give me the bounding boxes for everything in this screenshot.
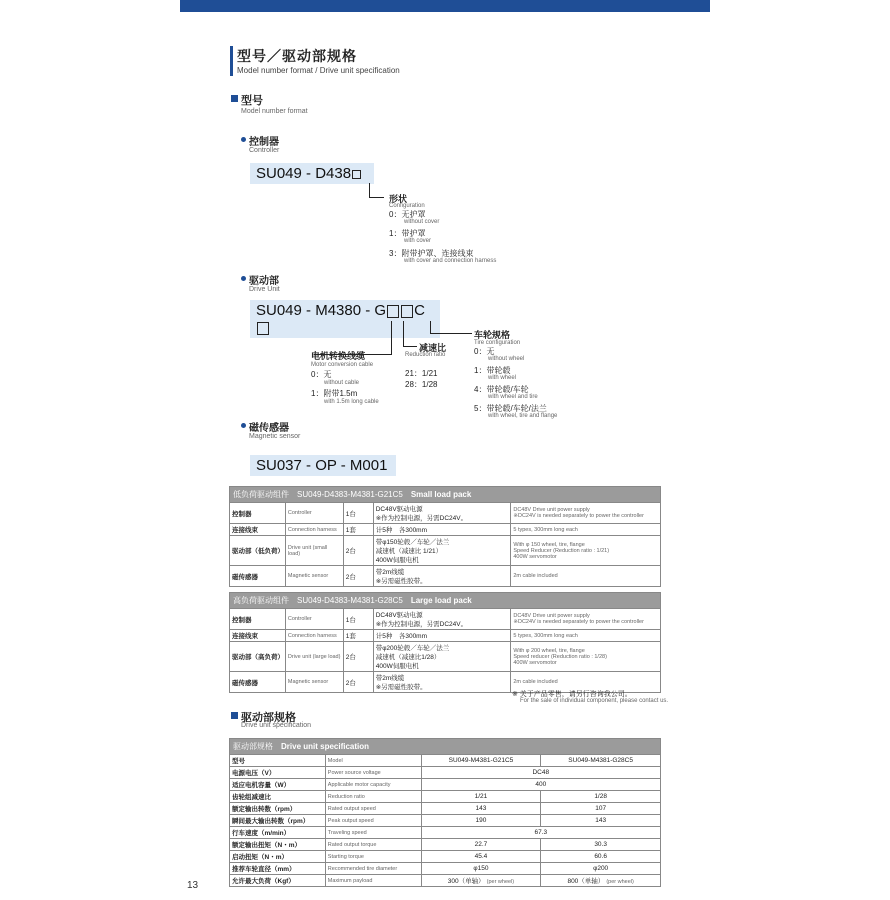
cell-line: With φ 200 wheel, tire, flange bbox=[513, 647, 585, 654]
cell-value-en: (per wheel) bbox=[486, 879, 515, 885]
cell-line: Speed Reducer (Reduction ratio : 1/21) bbox=[513, 547, 610, 554]
cell bbox=[421, 839, 541, 851]
cell: DC48 bbox=[421, 767, 660, 779]
pack-title-en: Small load pack bbox=[410, 490, 472, 499]
table-row bbox=[230, 779, 661, 791]
cell: Controller bbox=[285, 503, 343, 524]
cell-line: 400W伺服电机 bbox=[375, 663, 419, 670]
cell bbox=[373, 566, 511, 587]
drive-spec-table bbox=[229, 738, 661, 887]
section-square-icon bbox=[231, 95, 238, 102]
cell bbox=[541, 839, 661, 851]
cable-option: 0：无 bbox=[311, 370, 332, 379]
cell: Rated output speed bbox=[325, 803, 421, 815]
table-row bbox=[230, 839, 661, 851]
sale-note-en: For the sale of individual component, please contact us. bbox=[520, 698, 669, 704]
tire-option-en: with wheel, tire and flange bbox=[488, 413, 558, 419]
cell-line: ※作为控制电源，另需DC24V。 bbox=[375, 515, 468, 522]
cell-value: 143 bbox=[595, 817, 607, 824]
drive-code-prefix: SU049 - M4380 - G bbox=[256, 302, 387, 319]
cell: 允许最大负荷（Kgf） bbox=[230, 875, 326, 887]
cell: Starting torque bbox=[325, 851, 421, 863]
cell bbox=[373, 642, 511, 672]
cell bbox=[541, 803, 661, 815]
cell bbox=[421, 815, 541, 827]
cell-line: 2m cable included bbox=[513, 573, 558, 579]
table-row bbox=[230, 767, 661, 779]
cell: 1套 bbox=[343, 630, 373, 642]
cell: 电源电压（V） bbox=[230, 767, 326, 779]
title-accent bbox=[230, 46, 233, 76]
cable-option-en: with 1.5m long cable bbox=[324, 399, 379, 405]
config-option-en: without cover bbox=[404, 219, 440, 225]
cell: 齿轮组减速比 bbox=[230, 791, 326, 803]
cell-line: ※DC24V is needed separately to power the controller bbox=[513, 513, 644, 519]
cell: Connection harness bbox=[285, 630, 343, 642]
cell: 型号 bbox=[230, 755, 326, 767]
drive-spec-heading-en: Drive unit specification bbox=[241, 722, 312, 729]
cell-line: 计5种 各300mm bbox=[375, 633, 428, 640]
controller-code-text: SU049 - D438 bbox=[256, 165, 352, 182]
cell-line: 带2m线缆 bbox=[375, 675, 405, 682]
cell-line: 5 types, 300mm long each bbox=[513, 632, 578, 639]
cell-line: 带φ200轮毂／车轮／法兰 bbox=[375, 645, 450, 652]
cell bbox=[541, 815, 661, 827]
cell: 控制器 bbox=[230, 503, 286, 524]
cell: 连接线束 bbox=[230, 524, 286, 536]
tire-option: 5：带轮毂/车轮/法兰 bbox=[474, 404, 547, 413]
cell: 行车速度（m/min） bbox=[230, 827, 326, 839]
cell: 额定输出扭矩（N・m） bbox=[230, 839, 326, 851]
cell bbox=[541, 863, 661, 875]
cable-label: 电机转换线缆 bbox=[311, 351, 366, 361]
cell-value: 1/28 bbox=[594, 793, 607, 800]
tire-option: 4：带轮毂/车轮 bbox=[474, 385, 529, 394]
cell-value: 300（单轴） bbox=[447, 878, 485, 885]
cell-line: 带2m线缆 bbox=[375, 569, 405, 576]
cell: 启动扭矩（N・m） bbox=[230, 851, 326, 863]
tire-option-en: with wheel bbox=[488, 375, 517, 381]
cell: Recommended tire diameter bbox=[325, 863, 421, 875]
cell bbox=[511, 503, 661, 524]
tire-option-en: without wheel bbox=[488, 356, 525, 362]
cell-value: 60.6 bbox=[594, 853, 607, 860]
sensor-heading-en: Magnetic sensor bbox=[249, 433, 301, 440]
cable-option: 1：附带1.5m bbox=[311, 389, 358, 398]
cell: 1台 bbox=[343, 609, 373, 630]
cell-value: SU049-M4381-G28C5 bbox=[568, 757, 633, 764]
cell bbox=[373, 503, 511, 524]
cell-line: ※另需磁性胶带。 bbox=[375, 578, 427, 585]
cell-value: 800（单轴） bbox=[567, 878, 605, 885]
cell-line: ※作为控制电源，另需DC24V。 bbox=[375, 621, 468, 628]
table-row bbox=[230, 642, 661, 672]
cell bbox=[373, 672, 511, 693]
cell bbox=[421, 875, 541, 887]
spec-table-title: 驱动部规格 bbox=[233, 742, 273, 751]
bullet-icon bbox=[241, 137, 246, 142]
drive-code-mid: C bbox=[414, 302, 425, 319]
section-square-icon bbox=[231, 712, 238, 719]
spec-table-title-en: Drive unit specification bbox=[281, 742, 370, 751]
cell-line: 2m cable included bbox=[513, 679, 558, 685]
cell-value: 107 bbox=[595, 805, 607, 812]
cell-line: ※另需磁性胶带。 bbox=[375, 684, 427, 691]
cell bbox=[511, 630, 661, 642]
table-row bbox=[230, 536, 661, 566]
config-label-en: Configuration bbox=[389, 203, 425, 209]
cell-line: Speed reducer (Reduction ratio : 1/28) bbox=[513, 653, 607, 660]
cable-option-en: without cable bbox=[324, 380, 360, 386]
cell: Applicable motor capacity bbox=[325, 779, 421, 791]
connector-line bbox=[403, 321, 404, 346]
cell: 磁传感器 bbox=[230, 672, 286, 693]
cell: Rated output torque bbox=[325, 839, 421, 851]
cell-value: SU049-M4381-G21C5 bbox=[448, 757, 514, 764]
cell: 67.3 bbox=[421, 827, 660, 839]
table-row bbox=[230, 863, 661, 875]
cell: 连接线束 bbox=[230, 630, 286, 642]
cell-line: 400W伺服电机 bbox=[375, 557, 419, 564]
code-placeholder-box bbox=[387, 305, 399, 318]
cell bbox=[373, 524, 511, 536]
sensor-heading: 磁传感器 bbox=[249, 423, 289, 434]
cell-line: With φ 150 wheel, tire, flange bbox=[513, 541, 585, 548]
cell: 驱动部（低负荷） bbox=[230, 536, 286, 566]
table-row bbox=[230, 875, 661, 887]
connector-line bbox=[430, 321, 431, 333]
drive-heading-en: Drive Unit bbox=[249, 286, 280, 293]
tire-option-en: with wheel and tire bbox=[488, 394, 538, 400]
connector-line bbox=[403, 346, 417, 347]
cell bbox=[373, 609, 511, 630]
code-placeholder-box bbox=[401, 305, 413, 318]
cell bbox=[511, 524, 661, 536]
cell: 2台 bbox=[343, 672, 373, 693]
table-row bbox=[230, 827, 661, 839]
table-row bbox=[230, 851, 661, 863]
bullet-icon bbox=[241, 423, 246, 428]
cell: 驱动部（高负荷） bbox=[230, 642, 286, 672]
cell bbox=[511, 536, 661, 566]
cell bbox=[511, 566, 661, 587]
ratio-label: 减速比 bbox=[419, 343, 447, 353]
cell: Model bbox=[325, 755, 421, 767]
page-subtitle: Model number format / Drive unit specification bbox=[237, 66, 400, 75]
sale-note: ※ 关于产品零售，请另行咨询我公司。 bbox=[512, 691, 632, 698]
cell: Drive unit (large load) bbox=[285, 642, 343, 672]
cell-line: DC48V驱动电源 bbox=[375, 612, 423, 619]
page-title: 型号／驱动部规格 bbox=[237, 48, 357, 64]
cell-line: 计5种 各300mm bbox=[375, 527, 428, 534]
cell-line: DC48V Drive unit power supply bbox=[513, 613, 590, 619]
cell-line: ※DC24V is needed separately to power the controller bbox=[513, 619, 644, 625]
cell: 适应电机容量（W） bbox=[230, 779, 326, 791]
cable-label-en: Motor conversion cable bbox=[311, 362, 374, 368]
code-placeholder-box bbox=[257, 322, 269, 335]
cell-line: 带φ150轮毂／车轮／法兰 bbox=[375, 539, 450, 546]
connector-line bbox=[369, 197, 384, 198]
cell: Connection harness bbox=[285, 524, 343, 536]
cell: 2台 bbox=[343, 566, 373, 587]
connector-line bbox=[369, 183, 370, 197]
cell-line: DC48V驱动电源 bbox=[375, 506, 423, 513]
ratio-label-en: Reduction ratio bbox=[405, 352, 446, 358]
pack-model: SU049-D4383-M4381-G21C5 bbox=[297, 490, 403, 499]
cell: 推荐车轮直径（mm） bbox=[230, 863, 326, 875]
pack-title: 高负荷驱动组件 bbox=[233, 596, 289, 605]
tire-label-en: Tire configuration bbox=[474, 340, 521, 346]
model-heading-en: Model number format bbox=[241, 108, 308, 115]
cell bbox=[421, 851, 541, 863]
cell: Drive unit (small load) bbox=[285, 536, 343, 566]
code-placeholder-box bbox=[352, 170, 361, 179]
cell-value-en: (per wheel) bbox=[606, 879, 634, 885]
cell: Reduction ratio bbox=[325, 791, 421, 803]
model-heading: 型号 bbox=[241, 95, 263, 107]
cell: Magnetic sensor bbox=[285, 672, 343, 693]
cell: 1台 bbox=[343, 503, 373, 524]
pack-title: 低负荷驱动组件 bbox=[233, 490, 289, 499]
drive-code bbox=[250, 300, 440, 338]
cell bbox=[421, 791, 541, 803]
cell: Traveling speed bbox=[325, 827, 421, 839]
cell-value: 1/21 bbox=[474, 793, 488, 800]
table-row bbox=[230, 803, 661, 815]
cell-line: 400W servomotor bbox=[513, 659, 557, 666]
cell: 2台 bbox=[343, 642, 373, 672]
cell: Magnetic sensor bbox=[285, 566, 343, 587]
cell bbox=[421, 803, 541, 815]
cell bbox=[541, 875, 661, 887]
ratio-option: 28：1/28 bbox=[405, 380, 438, 389]
drive-spec-heading: 驱动部规格 bbox=[241, 712, 296, 724]
cell: Peak output speed bbox=[325, 815, 421, 827]
table-row bbox=[230, 524, 661, 536]
table-row bbox=[230, 503, 661, 524]
tire-label: 车轮规格 bbox=[474, 330, 511, 340]
cell-line: 5 types, 300mm long each bbox=[513, 526, 578, 533]
cell: 磁传感器 bbox=[230, 566, 286, 587]
cell-value: 30.3 bbox=[594, 841, 607, 848]
cell-value: φ200 bbox=[593, 865, 609, 872]
cell-line: 减速机（减速比 1/21） bbox=[375, 548, 443, 555]
table-row bbox=[230, 630, 661, 642]
controller-heading: 控制器 bbox=[249, 137, 279, 148]
table-row bbox=[230, 815, 661, 827]
cell bbox=[421, 755, 541, 767]
table-row bbox=[230, 566, 661, 587]
connector-line bbox=[391, 321, 392, 354]
cell: Power source voltage bbox=[325, 767, 421, 779]
cell-line: 400W servomotor bbox=[513, 553, 557, 560]
connector-line bbox=[430, 333, 472, 334]
cell-value: 143 bbox=[475, 805, 487, 812]
table-row bbox=[230, 609, 661, 630]
cell bbox=[373, 536, 511, 566]
page-number: 13 bbox=[187, 880, 199, 891]
small-pack-table bbox=[229, 486, 661, 587]
cell: 瞬间最大输出转数（rpm） bbox=[230, 815, 326, 827]
cell: 1套 bbox=[343, 524, 373, 536]
cell bbox=[421, 863, 541, 875]
cell: 400 bbox=[421, 779, 660, 791]
cell bbox=[541, 755, 661, 767]
tire-option: 0：无 bbox=[474, 347, 495, 356]
sensor-code: SU037 - OP - M001 bbox=[250, 455, 396, 476]
config-label: 形状 bbox=[389, 194, 408, 204]
cell-value: 190 bbox=[475, 817, 487, 824]
table-header bbox=[230, 487, 661, 503]
cell: Maximum payload bbox=[325, 875, 421, 887]
config-option: 3：附带护罩、连接线束 bbox=[389, 249, 474, 258]
tire-option: 1：带轮毂 bbox=[474, 366, 511, 375]
controller-heading-en: Controller bbox=[249, 147, 280, 154]
cell bbox=[511, 609, 661, 630]
cell bbox=[541, 791, 661, 803]
bullet-icon bbox=[241, 276, 246, 281]
pack-title-en: Large load pack bbox=[410, 596, 472, 605]
table-header bbox=[230, 593, 661, 609]
config-option: 0：无护罩 bbox=[389, 210, 426, 219]
cell-value: φ150 bbox=[473, 865, 489, 872]
cell: 额定输出转数（rpm） bbox=[230, 803, 326, 815]
cell-line: DC48V Drive unit power supply bbox=[513, 507, 590, 513]
cell-line: 减速机（减速比1/28） bbox=[375, 654, 441, 661]
cell-value: 22.7 bbox=[474, 841, 488, 848]
table-header bbox=[230, 739, 661, 755]
config-option-en: with cover bbox=[404, 238, 432, 244]
cell bbox=[541, 851, 661, 863]
config-option-en: with cover and connection harness bbox=[404, 258, 497, 264]
cell bbox=[373, 630, 511, 642]
pack-model: SU049-D4383-M4381-G28C5 bbox=[297, 596, 403, 605]
controller-code bbox=[250, 163, 374, 184]
cell: 控制器 bbox=[230, 609, 286, 630]
cell: 2台 bbox=[343, 536, 373, 566]
top-accent-bar bbox=[180, 0, 710, 12]
table-row bbox=[230, 791, 661, 803]
drive-heading: 驱动部 bbox=[249, 276, 279, 287]
large-pack-table bbox=[229, 592, 661, 693]
config-option: 1：带护罩 bbox=[389, 229, 426, 238]
table-row bbox=[230, 755, 661, 767]
cell: Controller bbox=[285, 609, 343, 630]
cell-value: 45.4 bbox=[474, 853, 488, 860]
cell bbox=[511, 642, 661, 672]
ratio-option: 21：1/21 bbox=[405, 369, 438, 378]
